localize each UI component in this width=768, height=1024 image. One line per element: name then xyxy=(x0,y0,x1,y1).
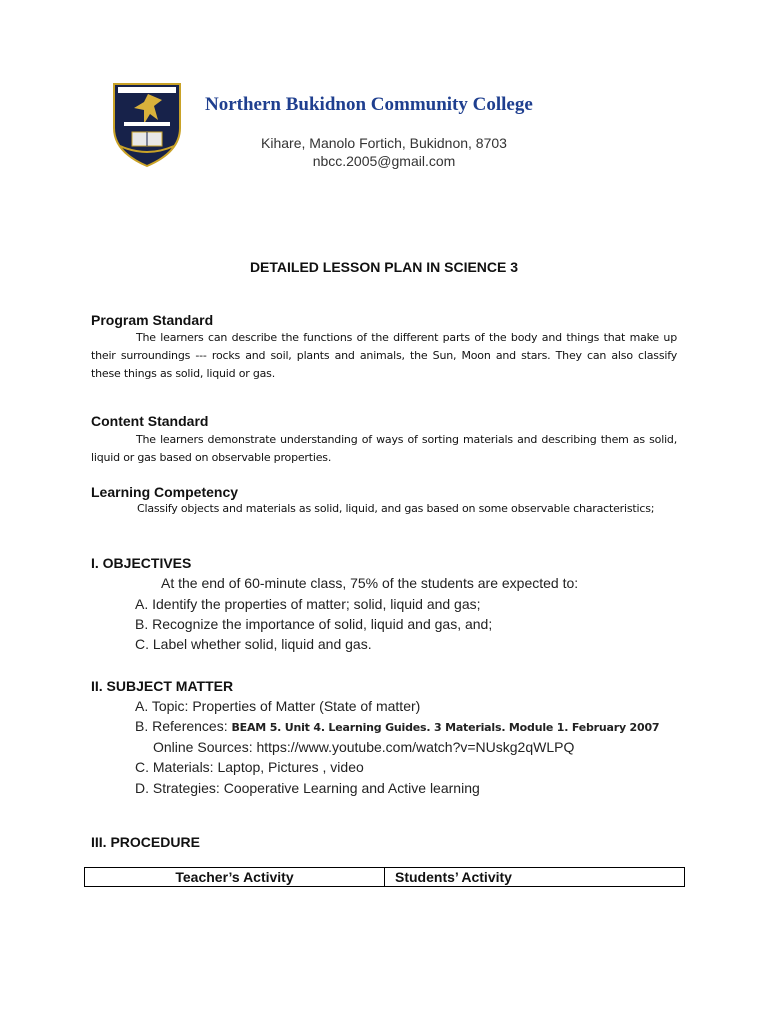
objectives-intro: At the end of 60-minute class, 75% of the students are expected to: xyxy=(161,575,579,591)
procedure-table xyxy=(84,867,685,887)
school-email: nbcc.2005@gmail.com xyxy=(312,153,456,169)
learning-competency-text: Classify objects and materials as solid, liquid, and gas based on some observable characteristics; xyxy=(137,502,655,515)
subject-strategies: D. Strategies: Cooperative Learning and Active learning xyxy=(135,780,480,796)
objective-item: A. Identify the properties of matter; solid, liquid and gas; xyxy=(135,596,481,612)
program-standard-heading: Program Standard xyxy=(91,312,214,328)
content-standard-text: The learners demonstrate understanding of ways of sorting materials and describing them as solid, liquid or gas based on observable properties. xyxy=(91,433,677,464)
table-header-row xyxy=(85,868,685,887)
objectives-heading: I. OBJECTIVES xyxy=(91,555,192,571)
document-title: DETAILED LESSON PLAN IN SCIENCE 3 xyxy=(249,259,519,275)
school-name: Northern Bukidnon Community College xyxy=(205,94,533,115)
procedure-heading: III. PROCEDURE xyxy=(91,834,200,850)
subject-materials: C. Materials: Laptop, Pictures , video xyxy=(135,759,364,775)
subject-topic: A. Topic: Properties of Matter (State of matter) xyxy=(135,698,421,714)
program-standard-text: The learners can describe the functions of the different parts of the body and things that make up their surroundings --- rocks and soil, plants and animals, the Sun, Moon and stars. They can also classify these things as solid, liquid or gas. xyxy=(91,331,677,380)
objective-item: B. Recognize the importance of solid, liquid and gas, and; xyxy=(135,616,493,632)
students-activity-header: Students’ Activity xyxy=(385,868,685,887)
learning-competency-heading: Learning Competency xyxy=(91,484,239,500)
references-label: B. References: xyxy=(135,718,232,734)
teacher-activity-header: Teacher’s Activity xyxy=(85,868,385,887)
subject-matter-heading: II. SUBJECT MATTER xyxy=(91,678,234,694)
subject-references xyxy=(135,718,659,734)
school-address: Kihare, Manolo Fortich, Bukidnon, 8703 xyxy=(261,135,507,151)
online-sources: Online Sources: https://www.youtube.com/watch?v=NUskg2qWLPQ xyxy=(153,739,575,755)
content-standard-heading: Content Standard xyxy=(91,413,209,429)
references-value: BEAM 5. Unit 4. Learning Guides. 3 Materials. Module 1. February 2007 xyxy=(231,721,660,734)
objective-item: C. Label whether solid, liquid and gas. xyxy=(135,636,372,652)
